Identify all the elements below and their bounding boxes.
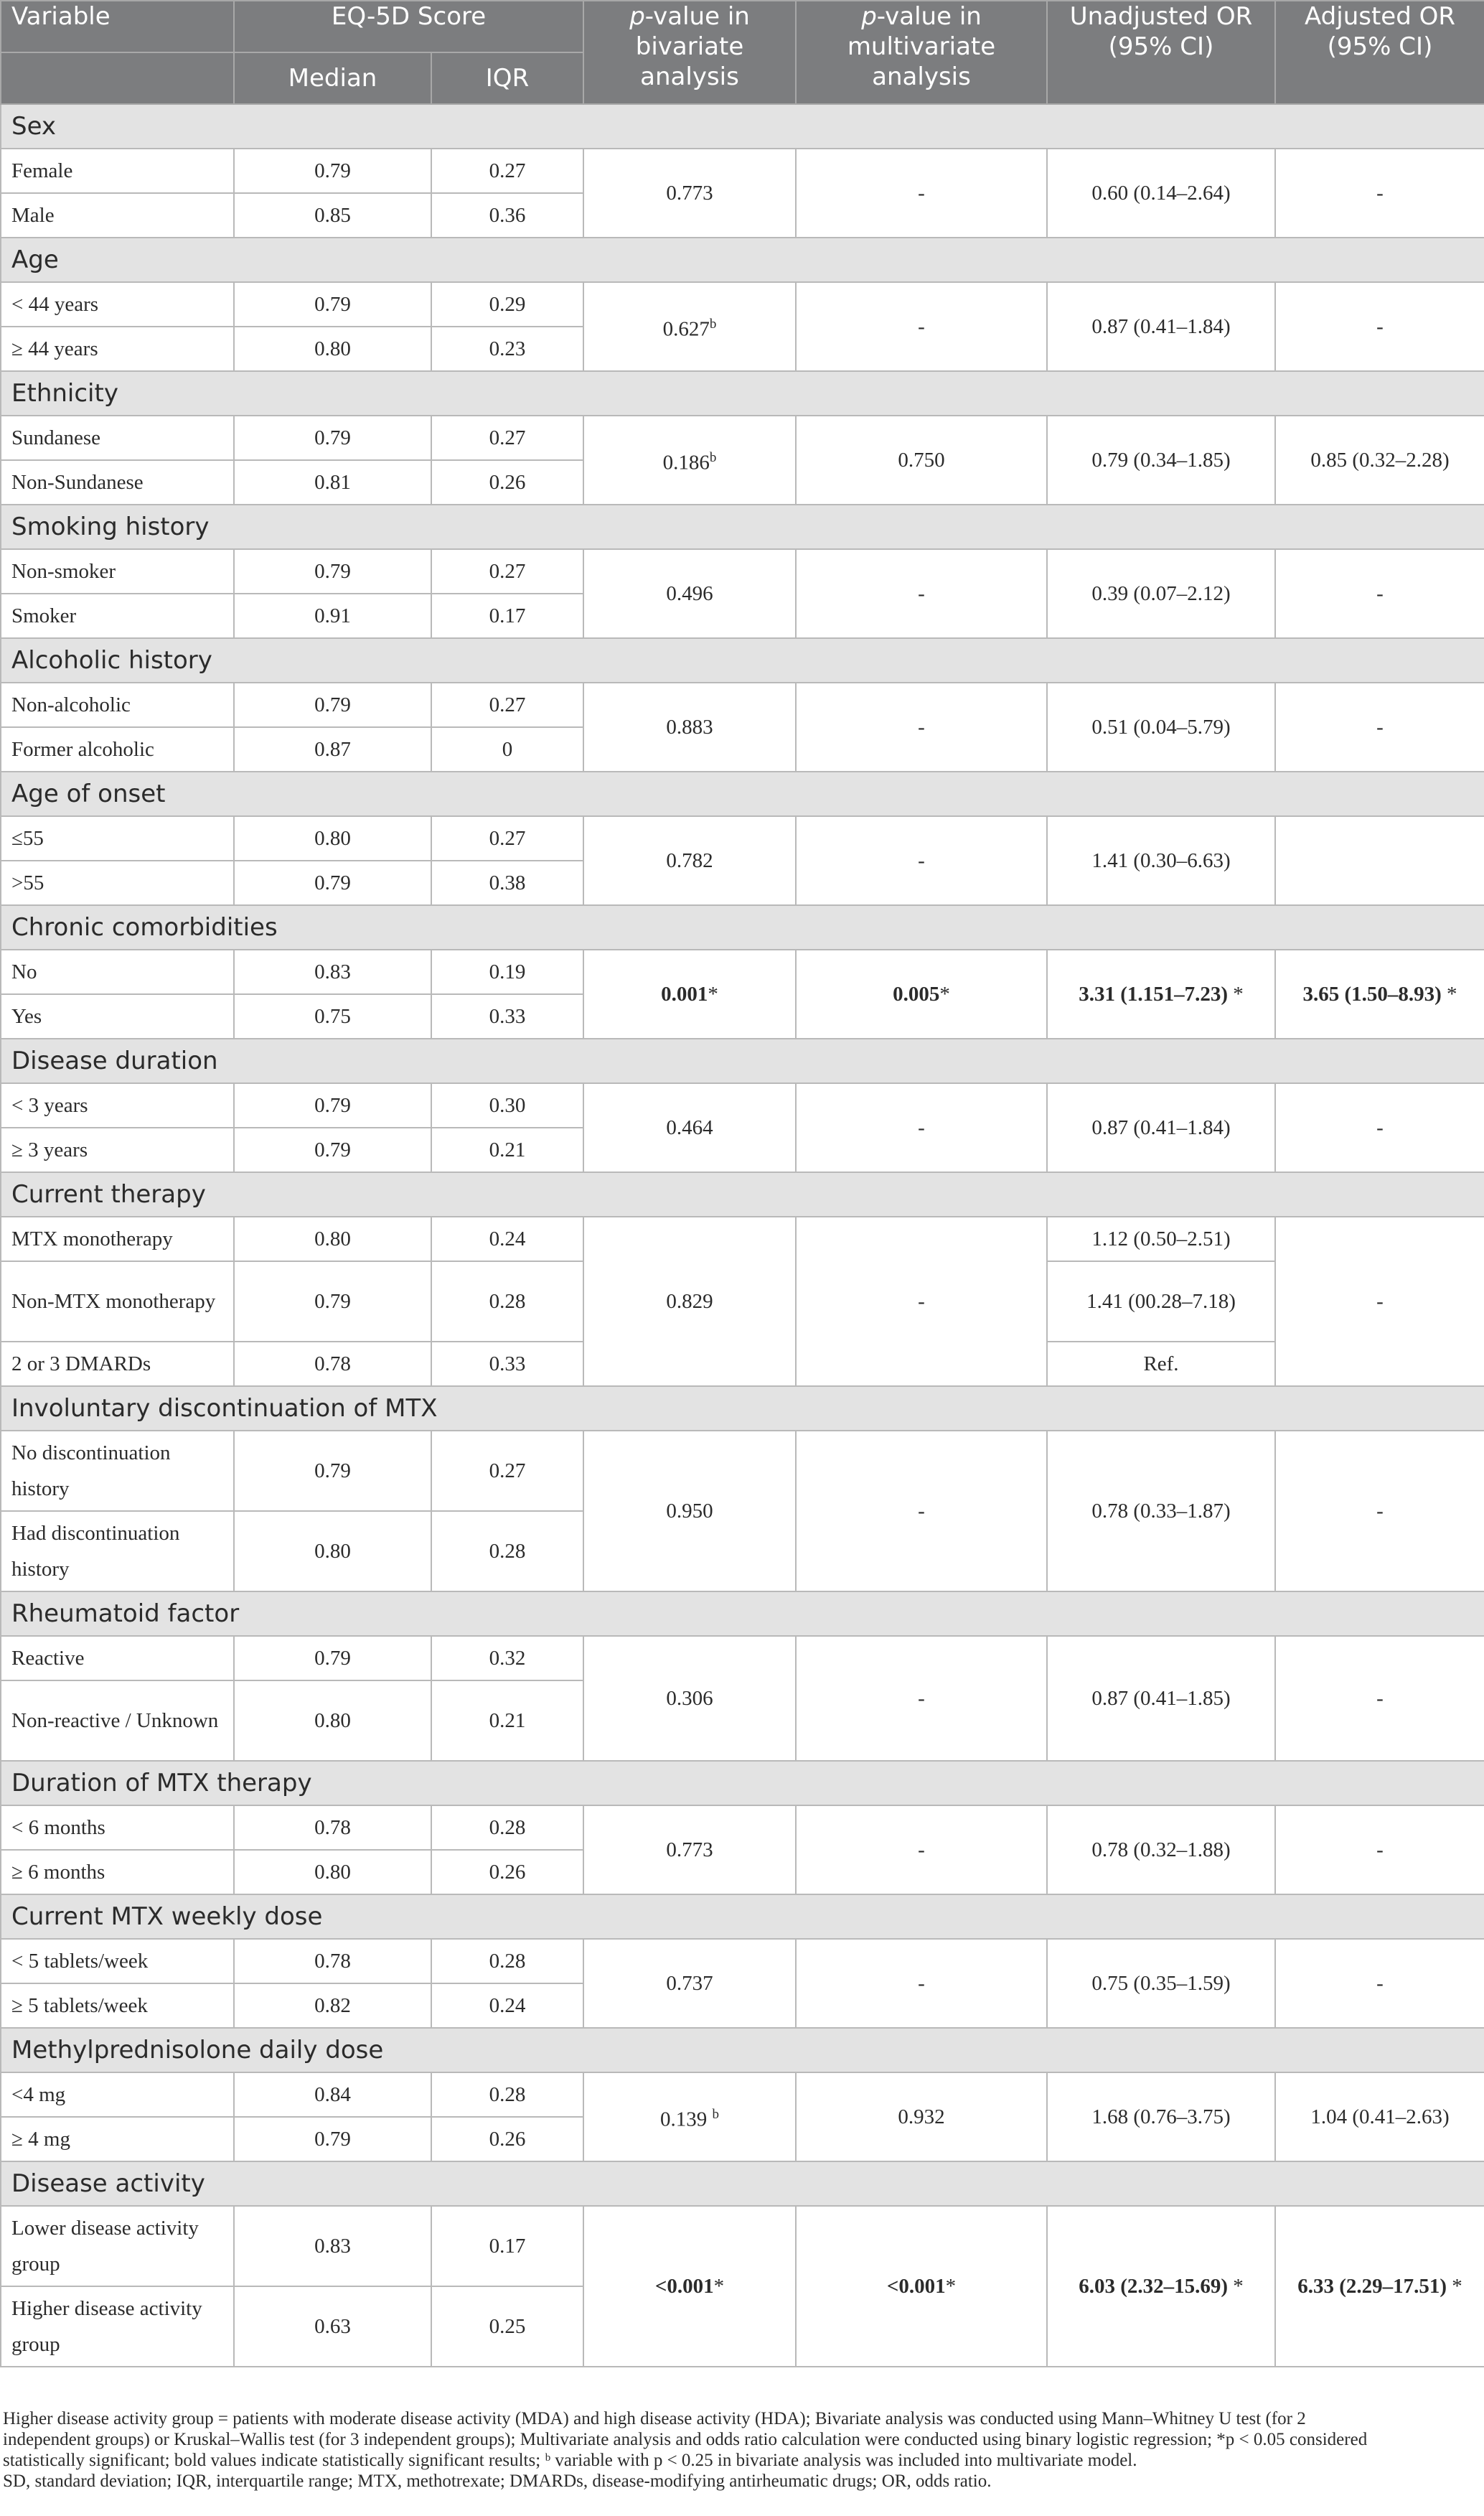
table-row	[1, 1431, 1484, 1511]
p-multivariate-value: -	[918, 849, 925, 872]
section-title: Disease activity	[1, 2161, 1484, 2206]
iqr-cell: 0.27	[431, 683, 583, 727]
iqr-cell: 0.24	[431, 1983, 583, 2028]
header-adjusted-or: Adjusted OR (95% CI)	[1275, 1, 1484, 104]
row-label: ≥ 6 months	[1, 1850, 234, 1894]
p-multivariate-value: -	[918, 182, 925, 205]
p-bivariate-value: 0.186	[662, 451, 710, 474]
row-label: Reactive	[1, 1636, 234, 1680]
adjusted-or-cell	[1275, 1217, 1484, 1386]
header-variable-blank	[1, 52, 234, 104]
row-label: Lower disease activity group	[1, 2206, 234, 2286]
row-label: >55	[1, 861, 234, 905]
median-cell: 0.78	[234, 1939, 431, 1983]
unadjusted-or-value: 0.87 (0.41–1.85)	[1091, 1687, 1231, 1710]
table-row	[1, 282, 1484, 327]
p-multivariate-value: -	[918, 1972, 925, 1995]
table-row	[1, 149, 1484, 193]
unadjusted-or-cell	[1047, 2072, 1275, 2161]
significance-star: *	[713, 2275, 725, 2298]
row-label: No discontinuation history	[1, 1431, 234, 1511]
p-multivariate-value: -	[918, 716, 925, 739]
iqr-cell: 0.25	[431, 2286, 583, 2367]
row-label: Sundanese	[1, 416, 234, 460]
p-bivariate-cell	[583, 149, 796, 238]
unadjusted-or-value: 0.51 (0.04–5.79)	[1091, 716, 1231, 739]
section-title: Duration of MTX therapy	[1, 1761, 1484, 1805]
adjusted-or-value: -	[1376, 1116, 1384, 1139]
p-bivariate-cell	[583, 1083, 796, 1172]
median-cell: 0.79	[234, 683, 431, 727]
adjusted-or-cell	[1275, 1636, 1484, 1761]
significance-star: *	[1447, 2275, 1462, 2298]
unadjusted-or-cell: 1.12 (0.50–2.51)	[1047, 1217, 1275, 1261]
unadjusted-or-cell	[1047, 416, 1275, 505]
adjusted-or-cell	[1275, 950, 1484, 1039]
p-multivariate-value: -	[918, 1838, 925, 1861]
unadjusted-or-cell	[1047, 683, 1275, 772]
adjusted-or-cell	[1275, 149, 1484, 238]
p-bivariate-cell	[583, 683, 796, 772]
table-row	[1, 1636, 1484, 1680]
iqr-cell: 0.21	[431, 1680, 583, 1761]
iqr-cell: 0.27	[431, 549, 583, 594]
section-title: Smoking history	[1, 505, 1484, 549]
adjusted-or-cell	[1275, 683, 1484, 772]
iqr-cell: 0.27	[431, 1431, 583, 1511]
unadjusted-or-value: 0.78 (0.32–1.88)	[1091, 1838, 1231, 1861]
section-row	[1, 772, 1484, 816]
table-body	[1, 104, 1484, 2367]
unadjusted-or-value: 3.31 (1.151–7.23)	[1079, 983, 1229, 1006]
table-row	[1, 816, 1484, 861]
p-bivariate-value: 0.627	[662, 317, 710, 341]
p-multivariate-cell	[796, 950, 1047, 1039]
header-p-multivariate-italic: p	[861, 2, 877, 31]
header-median: Median	[234, 52, 431, 104]
section-title: Involuntary discontinuation of MTX	[1, 1386, 1484, 1431]
p-bivariate-cell	[583, 416, 796, 505]
median-cell: 0.79	[234, 2117, 431, 2161]
median-cell: 0.91	[234, 594, 431, 638]
median-cell: 0.81	[234, 460, 431, 505]
iqr-cell: 0.36	[431, 193, 583, 238]
iqr-cell: 0.26	[431, 1850, 583, 1894]
adjusted-or-value: -	[1376, 582, 1384, 605]
median-cell: 0.79	[234, 1261, 431, 1342]
p-multivariate-value: -	[918, 582, 925, 605]
p-multivariate-cell	[796, 1431, 1047, 1591]
median-cell: 0.80	[234, 1850, 431, 1894]
significance-star: *	[939, 983, 950, 1006]
row-label: Yes	[1, 994, 234, 1039]
section-row	[1, 238, 1484, 282]
section-row	[1, 505, 1484, 549]
p-multivariate-cell	[796, 816, 1047, 905]
unadjusted-or-cell: Ref.	[1047, 1342, 1275, 1386]
row-label: ≤55	[1, 816, 234, 861]
iqr-cell: 0.19	[431, 950, 583, 994]
iqr-cell: 0.33	[431, 994, 583, 1039]
unadjusted-or-value: 0.87 (0.41–1.84)	[1091, 1116, 1231, 1139]
unadjusted-or-value: 0.75 (0.35–1.59)	[1091, 1972, 1231, 1995]
iqr-cell: 0.32	[431, 1636, 583, 1680]
p-bivariate-cell	[583, 816, 796, 905]
header-p-bivariate-text: -value in bivariate analysis	[635, 2, 750, 91]
iqr-cell: 0.26	[431, 460, 583, 505]
table-row	[1, 1805, 1484, 1850]
p-bivariate-value: 0.139	[660, 2108, 713, 2131]
p-bivariate-cell	[583, 2206, 796, 2367]
row-label: Non-smoker	[1, 549, 234, 594]
iqr-cell: 0	[431, 727, 583, 772]
median-cell: 0.80	[234, 327, 431, 371]
p-bivariate-cell	[583, 1431, 796, 1591]
unadjusted-or-cell	[1047, 1805, 1275, 1894]
p-multivariate-cell	[796, 683, 1047, 772]
footnote-line: SD, standard deviation; IQR, interquartile range; MTX, methotrexate; DMARDs, disease-modifying antirheumatic drugs; OR, odds ratio.	[3, 2471, 992, 2491]
section-title: Alcoholic history	[1, 638, 1484, 683]
significance-star: *	[945, 2275, 957, 2298]
superscript-b: b	[709, 449, 717, 465]
iqr-cell: 0.29	[431, 282, 583, 327]
section-row	[1, 1172, 1484, 1217]
median-cell: 0.80	[234, 1680, 431, 1761]
p-bivariate-cell	[583, 950, 796, 1039]
iqr-cell: 0.28	[431, 2072, 583, 2117]
section-title: Rheumatoid factor	[1, 1591, 1484, 1636]
footnote-line: independent groups) or Kruskal–Wallis test (for 3 independent groups); Multivariate analysis and odds ratio calculation were conducted using binary logistic regression; *p < 0.05 considered	[3, 2430, 1368, 2449]
row-label: Female	[1, 149, 234, 193]
adjusted-or-cell	[1275, 282, 1484, 371]
table-header	[1, 1, 1484, 104]
median-cell: 0.75	[234, 994, 431, 1039]
unadjusted-or-cell	[1047, 1083, 1275, 1172]
median-cell: 0.80	[234, 816, 431, 861]
p-multivariate-cell	[796, 1083, 1047, 1172]
iqr-cell: 0.23	[431, 327, 583, 371]
p-bivariate-value: 0.773	[666, 182, 713, 205]
unadjusted-or-cell	[1047, 282, 1275, 371]
iqr-cell: 0.27	[431, 149, 583, 193]
section-title: Age	[1, 238, 1484, 282]
median-cell: 0.79	[234, 861, 431, 905]
row-label: < 3 years	[1, 1083, 234, 1128]
adjusted-or-cell	[1275, 1083, 1484, 1172]
adjusted-or-value: -	[1376, 182, 1384, 205]
section-title: Current therapy	[1, 1172, 1484, 1217]
iqr-cell: 0.17	[431, 2206, 583, 2286]
table-row	[1, 2206, 1484, 2286]
row-label: Non-MTX monotherapy	[1, 1261, 234, 1342]
row-label: ≥ 44 years	[1, 327, 234, 371]
row-label: Smoker	[1, 594, 234, 638]
median-cell: 0.87	[234, 727, 431, 772]
row-label: <4 mg	[1, 2072, 234, 2117]
p-bivariate-value: 0.737	[666, 1972, 713, 1995]
iqr-cell: 0.33	[431, 1342, 583, 1386]
adjusted-or-value: -	[1376, 716, 1384, 739]
table-row	[1, 1083, 1484, 1128]
section-title: Sex	[1, 104, 1484, 149]
significance-star: *	[708, 983, 718, 1006]
table-row	[1, 950, 1484, 994]
section-row	[1, 104, 1484, 149]
p-multivariate-value: -	[918, 1116, 925, 1139]
p-multivariate-value: -	[918, 1687, 925, 1710]
p-multivariate-value: <0.001	[886, 2275, 946, 2298]
row-label: Former alcoholic	[1, 727, 234, 772]
superscript-b: b	[712, 2106, 719, 2122]
header-p-multivariate-text: -value in multivariate analysis	[847, 2, 996, 91]
p-bivariate-cell	[583, 1636, 796, 1761]
median-cell: 0.78	[234, 1342, 431, 1386]
section-row	[1, 638, 1484, 683]
row-label: 2 or 3 DMARDs	[1, 1342, 234, 1386]
p-multivariate-value: 0.005	[893, 983, 940, 1006]
p-multivariate-cell	[796, 282, 1047, 371]
section-row	[1, 2161, 1484, 2206]
unadjusted-or-cell	[1047, 950, 1275, 1039]
header-iqr: IQR	[431, 52, 583, 104]
p-multivariate-cell	[796, 549, 1047, 638]
p-bivariate-cell	[583, 1939, 796, 2028]
unadjusted-or-cell	[1047, 816, 1275, 905]
p-bivariate-cell	[583, 1805, 796, 1894]
median-cell: 0.83	[234, 950, 431, 994]
adjusted-or-cell	[1275, 1805, 1484, 1894]
adjusted-or-cell	[1275, 416, 1484, 505]
adjusted-or-value: -	[1376, 1290, 1384, 1313]
p-bivariate-cell	[583, 2072, 796, 2161]
adjusted-or-cell	[1275, 549, 1484, 638]
adjusted-or-value: -	[1376, 1838, 1384, 1861]
p-bivariate-value: 0.306	[666, 1687, 713, 1710]
p-multivariate-cell	[796, 1805, 1047, 1894]
row-label: ≥ 4 mg	[1, 2117, 234, 2161]
median-cell: 0.82	[234, 1983, 431, 2028]
iqr-cell: 0.17	[431, 594, 583, 638]
p-bivariate-value: 0.496	[666, 582, 713, 605]
p-bivariate-value: 0.782	[666, 849, 713, 872]
unadjusted-or-value: 1.41 (0.30–6.63)	[1091, 849, 1231, 872]
adjusted-or-value: -	[1376, 1972, 1384, 1995]
unadjusted-or-value: 1.68 (0.76–3.75)	[1091, 2105, 1231, 2128]
p-multivariate-cell	[796, 416, 1047, 505]
section-title: Chronic comorbidities	[1, 905, 1484, 950]
iqr-cell: 0.28	[431, 1511, 583, 1591]
header-unadjusted-or: Unadjusted OR (95% CI)	[1047, 1, 1275, 104]
unadjusted-or-cell	[1047, 149, 1275, 238]
iqr-cell: 0.28	[431, 1805, 583, 1850]
iqr-cell: 0.28	[431, 1939, 583, 1983]
row-label: Non-Sundanese	[1, 460, 234, 505]
header-p-multivariate	[796, 1, 1047, 104]
section-row	[1, 1761, 1484, 1805]
median-cell: 0.85	[234, 193, 431, 238]
section-row	[1, 905, 1484, 950]
p-bivariate-value: 0.464	[666, 1116, 713, 1139]
median-cell: 0.83	[234, 2206, 431, 2286]
p-bivariate-cell	[583, 282, 796, 371]
unadjusted-or-cell	[1047, 2206, 1275, 2367]
footnote-line: statistically significant; bold values indicate statistically significant results; ᵇ variable with p < 0.25 in bivariate analysis was included into multivariate model.	[3, 2451, 1137, 2470]
iqr-cell: 0.28	[431, 1261, 583, 1342]
table-footnote	[0, 2408, 1474, 2492]
unadjusted-or-value: 6.03 (2.32–15.69)	[1079, 2275, 1229, 2298]
adjusted-or-cell	[1275, 1939, 1484, 2028]
unadjusted-or-value: 0.78 (0.33–1.87)	[1091, 1500, 1231, 1523]
p-bivariate-value: 0.883	[666, 716, 713, 739]
significance-star: *	[1228, 2275, 1244, 2298]
adjusted-or-value: 1.04 (0.41–2.63)	[1310, 2105, 1450, 2128]
section-row	[1, 1591, 1484, 1636]
iqr-cell: 0.30	[431, 1083, 583, 1128]
adjusted-or-value: 0.85 (0.32–2.28)	[1310, 449, 1450, 472]
row-label: No	[1, 950, 234, 994]
table-row	[1, 1939, 1484, 1983]
p-bivariate-value: 0.773	[666, 1838, 713, 1861]
table-row	[1, 683, 1484, 727]
iqr-cell: 0.27	[431, 816, 583, 861]
adjusted-or-cell	[1275, 2206, 1484, 2367]
superscript-b: b	[709, 316, 717, 332]
table-row	[1, 416, 1484, 460]
unadjusted-or-value: 0.60 (0.14–2.64)	[1091, 182, 1231, 205]
median-cell: 0.79	[234, 416, 431, 460]
unadjusted-or-cell	[1047, 1431, 1275, 1591]
significance-star: *	[1228, 983, 1244, 1006]
median-cell: 0.79	[234, 1083, 431, 1128]
iqr-cell: 0.26	[431, 2117, 583, 2161]
adjusted-or-cell	[1275, 2072, 1484, 2161]
row-label: < 5 tablets/week	[1, 1939, 234, 1983]
row-label: MTX monotherapy	[1, 1217, 234, 1261]
adjusted-or-value: -	[1376, 1500, 1384, 1523]
adjusted-or-value: -	[1376, 315, 1384, 338]
iqr-cell: 0.21	[431, 1128, 583, 1172]
section-row	[1, 1386, 1484, 1431]
table-row	[1, 2072, 1484, 2117]
p-multivariate-value: -	[918, 1290, 925, 1313]
p-bivariate-value: 0.001	[661, 983, 708, 1006]
p-multivariate-cell	[796, 2206, 1047, 2367]
p-bivariate-value: 0.950	[666, 1500, 713, 1523]
p-multivariate-value: -	[918, 1500, 925, 1523]
header-p-bivariate	[583, 1, 796, 104]
section-row	[1, 2028, 1484, 2072]
section-row	[1, 1894, 1484, 1939]
unadjusted-or-value: 0.79 (0.34–1.85)	[1091, 449, 1231, 472]
median-cell: 0.79	[234, 149, 431, 193]
table-row	[1, 1217, 1484, 1261]
p-multivariate-value: 0.750	[898, 449, 945, 472]
p-bivariate-value: <0.001	[654, 2275, 714, 2298]
median-cell: 0.78	[234, 1805, 431, 1850]
adjusted-or-value: -	[1376, 1687, 1384, 1710]
section-row	[1, 371, 1484, 416]
p-bivariate-value: 0.829	[666, 1290, 713, 1313]
iqr-cell: 0.24	[431, 1217, 583, 1261]
median-cell: 0.79	[234, 549, 431, 594]
iqr-cell: 0.38	[431, 861, 583, 905]
significance-star: *	[1441, 983, 1457, 1006]
adjusted-or-cell	[1275, 1431, 1484, 1591]
unadjusted-or-cell: 1.41 (00.28–7.18)	[1047, 1261, 1275, 1342]
row-label: Higher disease activity group	[1, 2286, 234, 2367]
table-row	[1, 549, 1484, 594]
row-label: Had discontinuation history	[1, 1511, 234, 1591]
unadjusted-or-cell	[1047, 549, 1275, 638]
p-multivariate-cell	[796, 149, 1047, 238]
p-multivariate-cell	[796, 2072, 1047, 2161]
unadjusted-or-value: 0.87 (0.41–1.84)	[1091, 315, 1231, 338]
section-title: Age of onset	[1, 772, 1484, 816]
header-variable: Variable	[1, 1, 234, 52]
row-label: < 6 months	[1, 1805, 234, 1850]
median-cell: 0.80	[234, 1511, 431, 1591]
median-cell: 0.80	[234, 1217, 431, 1261]
footnote-line: Higher disease activity group = patients with moderate disease activity (MDA) and high disease activity (HDA); Bivariate analysis was conducted using Mann–Whitney U test (for 2	[3, 2409, 1306, 2428]
median-cell: 0.79	[234, 1636, 431, 1680]
header-eq5d: EQ-5D Score	[234, 1, 583, 52]
median-cell: 0.63	[234, 2286, 431, 2367]
p-bivariate-cell	[583, 549, 796, 638]
unadjusted-or-cell	[1047, 1939, 1275, 2028]
median-cell: 0.79	[234, 282, 431, 327]
row-label: Non-alcoholic	[1, 683, 234, 727]
section-title: Ethnicity	[1, 371, 1484, 416]
section-title: Disease duration	[1, 1039, 1484, 1083]
section-title: Methylprednisolone daily dose	[1, 2028, 1484, 2072]
adjusted-or-cell	[1275, 816, 1484, 905]
header-p-bivariate-italic: p	[629, 2, 645, 31]
unadjusted-or-cell	[1047, 1636, 1275, 1761]
row-label: ≥ 5 tablets/week	[1, 1983, 234, 2028]
p-multivariate-value: -	[918, 315, 925, 338]
p-multivariate-cell	[796, 1217, 1047, 1386]
unadjusted-or-value: 0.39 (0.07–2.12)	[1091, 582, 1231, 605]
median-cell: 0.79	[234, 1128, 431, 1172]
section-row	[1, 1039, 1484, 1083]
adjusted-or-value: 3.65 (1.50–8.93)	[1302, 983, 1442, 1006]
row-label: < 44 years	[1, 282, 234, 327]
median-cell: 0.84	[234, 2072, 431, 2117]
row-label: Male	[1, 193, 234, 238]
median-cell: 0.79	[234, 1431, 431, 1511]
p-multivariate-cell	[796, 1636, 1047, 1761]
p-multivariate-cell	[796, 1939, 1047, 2028]
p-bivariate-cell	[583, 1217, 796, 1386]
section-title: Current MTX weekly dose	[1, 1894, 1484, 1939]
row-label: Non-reactive / Unknown	[1, 1680, 234, 1761]
adjusted-or-value: 6.33 (2.29–17.51)	[1297, 2275, 1447, 2298]
p-multivariate-value: 0.932	[898, 2105, 945, 2128]
row-label: ≥ 3 years	[1, 1128, 234, 1172]
iqr-cell: 0.27	[431, 416, 583, 460]
